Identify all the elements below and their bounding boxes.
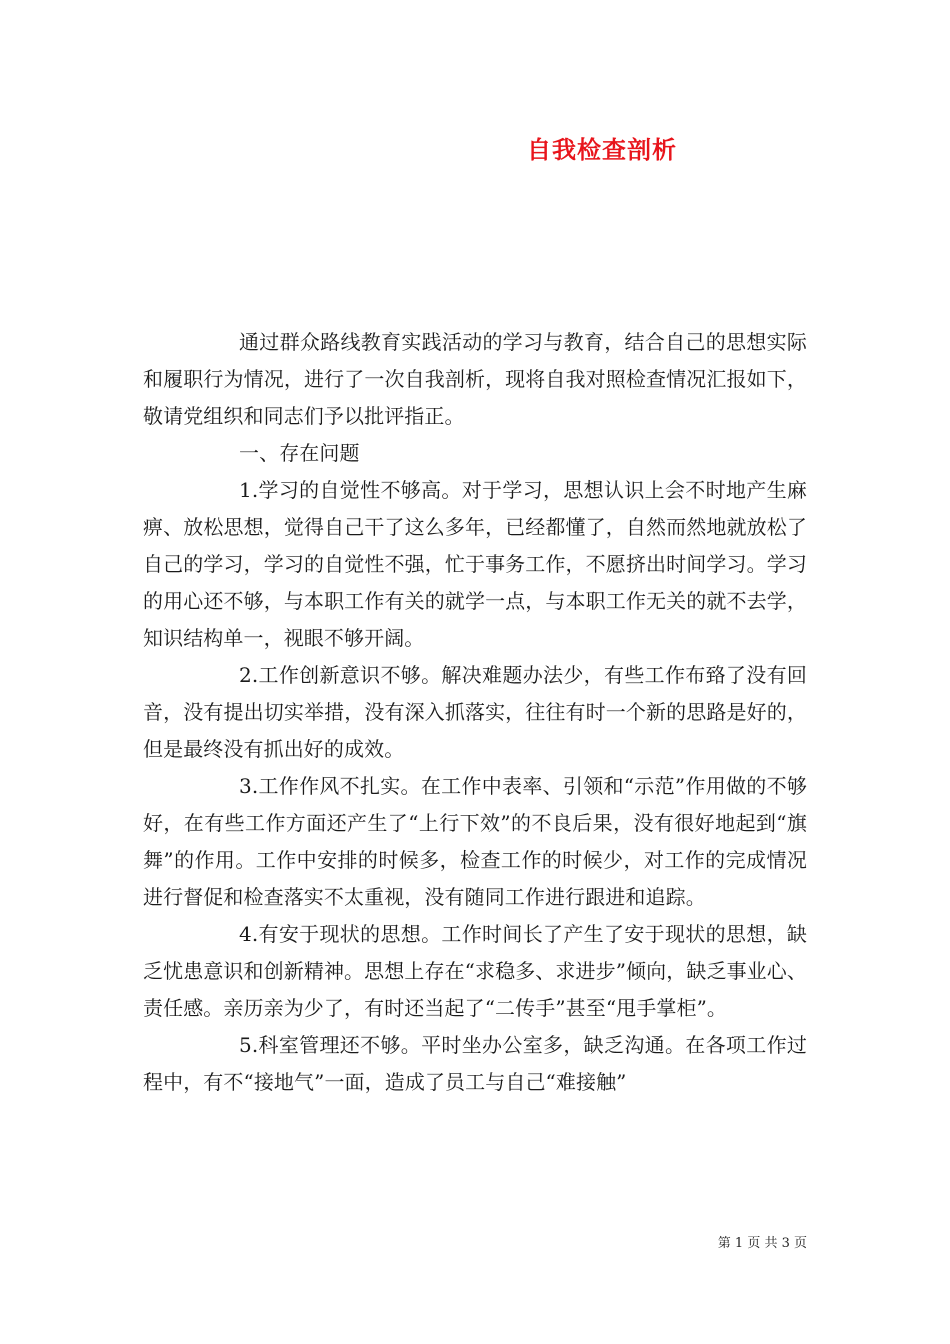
intro-paragraph: 通过群众路线教育实践活动的学习与教育，结合自己的思想实际和履职行为情况，进行了一次自我剖析，现将自我对照检查情况汇报如下，敬请党组织和同志们予以批评指正。 [143, 330, 807, 428]
document-title: 自我检查剖析 [527, 136, 677, 164]
issue-paragraph-4: 4.有安于现状的思想。工作时间长了产生了安于现状的思想，缺乏忧患意识和创新精神。思想上存在“求稳多、求进步”倾向，缺乏事业心、责任感。亲历亲为少了，有时还当起了“二传手”甚至“甩手掌柜”。 [143, 922, 807, 1020]
page-number: 第 1 页 共 3 页 [717, 1236, 807, 1251]
issue-paragraph-1: 1.学习的自觉性不够高。对于学习，思想认识上会不时地产生麻痹、放松思想，觉得自己干了这么多年，已经都懂了，自然而然地就放松了自己的学习，学习的自觉性不强，忙于事务工作，不愿挤出时间学习。学习的用心还不够，与本职工作有关的就学一点，与本职工作无关的就不去学，知识结构单一，视眼不够开阔。 [143, 478, 807, 650]
issue-paragraph-5: 5.科室管理还不够。平时坐办公室多，缺乏沟通。在各项工作过程中，有不“接地气”一面，造成了员工与自己“难接触” [143, 1033, 807, 1094]
issue-paragraph-2: 2.工作创新意识不够。解决难题办法少，有些工作布臵了没有回音，没有提出切实举措，没有深入抓落实，往往有时一个新的思路是好的，但是最终没有抓出好的成效。 [143, 663, 807, 761]
section-heading: 一、存在问题 [239, 441, 360, 465]
issue-paragraph-3: 3.工作作风不扎实。在工作中表率、引领和“示范”作用做的不够好，在有些工作方面还产生了“上行下效”的不良后果，没有很好地起到“旗舞”的作用。工作中安排的时候多，检查工作的时候少，对工作的完成情况进行督促和检查落实不太重视，没有随同工作进行跟进和追踪。 [143, 774, 807, 909]
document-body [143, 324, 807, 1101]
